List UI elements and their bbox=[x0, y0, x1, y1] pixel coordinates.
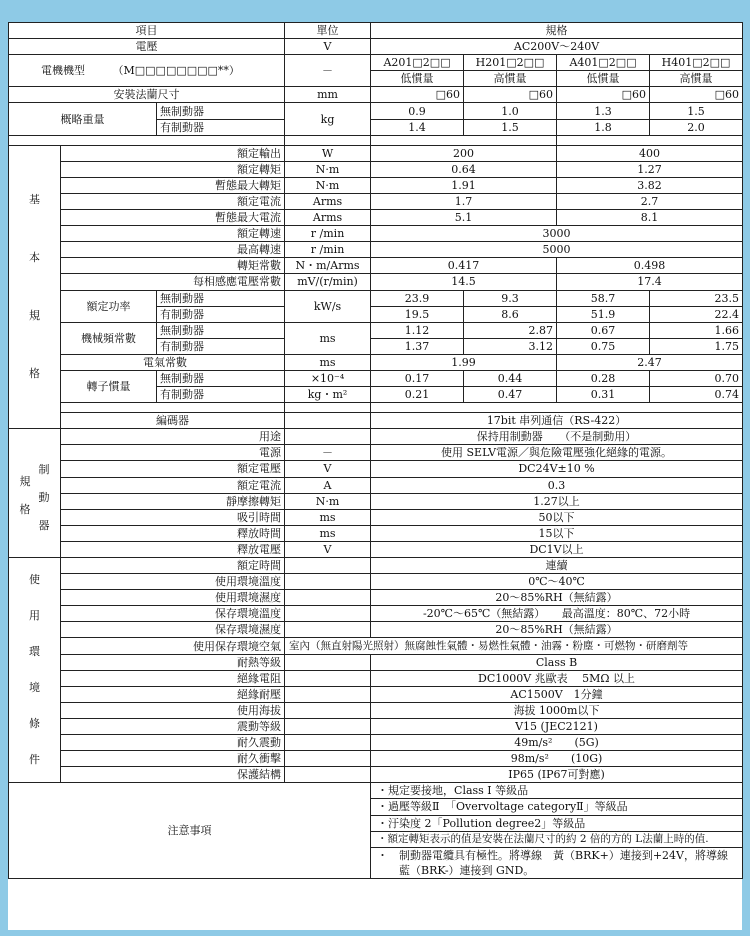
env-label: 絕緣電阻 bbox=[61, 670, 285, 686]
rated-power-2-4: 22.4 bbox=[650, 306, 743, 322]
header-item: 項目 bbox=[9, 23, 285, 39]
rated-current-v2: 2.7 bbox=[557, 193, 743, 209]
env-label: 使用環境濕度 bbox=[61, 590, 285, 606]
elec-const-v1: 1.99 bbox=[371, 354, 557, 370]
mech-const-1-1: 1.12 bbox=[371, 322, 464, 338]
weight-1-2: 1.0 bbox=[464, 103, 557, 119]
brake-rated-voltage-row bbox=[9, 461, 743, 477]
env-value: Class B bbox=[371, 654, 743, 670]
torque-const-row bbox=[9, 258, 743, 274]
env-value: 海拔 1000m以下 bbox=[371, 702, 743, 718]
env-row bbox=[9, 670, 743, 686]
env-value: 98m/s² (10G) bbox=[371, 751, 743, 767]
emf-const-unit: mV/(r/min) bbox=[285, 274, 371, 290]
mech-const-2-4: 1.75 bbox=[650, 338, 743, 354]
env-label: 保存環境溫度 bbox=[61, 606, 285, 622]
brake-rated-current-value: 0.3 bbox=[371, 477, 743, 493]
note-row bbox=[9, 783, 743, 799]
voltage-row bbox=[9, 39, 743, 55]
flange-value-2: □60 bbox=[464, 87, 557, 103]
model-type-2: 高慣量 bbox=[464, 71, 557, 87]
mech-const-2-1: 1.37 bbox=[371, 338, 464, 354]
brake-rated-current-row bbox=[9, 477, 743, 493]
header-spec: 規格 bbox=[371, 23, 743, 39]
env-row bbox=[9, 590, 743, 606]
rated-power-1-1: 23.9 bbox=[371, 290, 464, 306]
env-value: 20～85%RH（無結露） bbox=[371, 590, 743, 606]
env-row bbox=[9, 767, 743, 783]
model-type-4: 高慣量 bbox=[650, 71, 743, 87]
env-label: 震動等級 bbox=[61, 718, 285, 734]
env-label: 使用海拔 bbox=[61, 702, 285, 718]
max-current-label: 暫態最大電流 bbox=[61, 210, 285, 226]
brake-group-label: 規 格 制 動 器 bbox=[9, 429, 61, 558]
mech-const-unit: ms bbox=[285, 322, 371, 354]
rated-output-v2: 400 bbox=[557, 145, 743, 161]
inertia-label: 轉子慣量 bbox=[61, 370, 157, 402]
rated-speed-value: 3000 bbox=[371, 226, 743, 242]
max-speed-label: 最高轉速 bbox=[61, 242, 285, 258]
weight-1-3: 1.3 bbox=[557, 103, 650, 119]
elec-const-label: 電氣常數 bbox=[61, 354, 285, 370]
env-row bbox=[9, 686, 743, 702]
motor-model-unit: － bbox=[285, 55, 371, 87]
rated-power-sub-2: 有制動器 bbox=[157, 306, 285, 322]
brake-release-time-value: 15以下 bbox=[371, 525, 743, 541]
max-speed-value: 5000 bbox=[371, 242, 743, 258]
brake-usage-row bbox=[9, 429, 743, 445]
brake-usage-value: 保持用制動器 （不是制動用） bbox=[371, 429, 743, 445]
inertia-2-2: 0.47 bbox=[464, 387, 557, 403]
rated-current-label: 額定電流 bbox=[61, 193, 285, 209]
env-label: 耐久震動 bbox=[61, 735, 285, 751]
env-row bbox=[9, 735, 743, 751]
emf-const-row bbox=[9, 274, 743, 290]
max-current-unit: Arms bbox=[285, 210, 371, 226]
inertia-sub-1: 無制動器 bbox=[157, 370, 285, 386]
brake-release-time-unit: ms bbox=[285, 525, 371, 541]
rated-output-unit: W bbox=[285, 145, 371, 161]
env-value: 室內（無直射陽光照射）無腐蝕性氣體・易燃性氣體・油霧・粉塵・可燃物・研磨劑等 bbox=[285, 638, 743, 654]
env-value: AC1500V 1分鐘 bbox=[371, 686, 743, 702]
max-torque-unit: N·m bbox=[285, 177, 371, 193]
inertia-1-3: 0.28 bbox=[557, 370, 650, 386]
weight-sub-2: 有制動器 bbox=[157, 119, 285, 135]
rated-current-v1: 1.7 bbox=[371, 193, 557, 209]
env-label: 保存環境濕度 bbox=[61, 622, 285, 638]
note-item: ・ 制動器電纜具有極性。將導線 黃（BRK+）連接到+24V，將導線 bbox=[371, 847, 743, 863]
max-torque-row bbox=[9, 177, 743, 193]
motor-model-label: 電機機型 bbox=[41, 64, 85, 78]
brake-static-torque-row bbox=[9, 493, 743, 509]
max-current-row bbox=[9, 210, 743, 226]
spec-table bbox=[8, 22, 743, 879]
inertia-2-3: 0.31 bbox=[557, 387, 650, 403]
flange-label: 安裝法蘭尺寸 bbox=[9, 87, 285, 103]
rated-power-2-2: 8.6 bbox=[464, 306, 557, 322]
voltage-unit: V bbox=[285, 39, 371, 55]
weight-row-1 bbox=[9, 103, 743, 119]
env-value: IP65 (IP67可對應) bbox=[371, 767, 743, 783]
model-code-1: A201□2□□ bbox=[371, 55, 464, 71]
rated-power-1-4: 23.5 bbox=[650, 290, 743, 306]
weight-2-2: 1.5 bbox=[464, 119, 557, 135]
torque-const-v2: 0.498 bbox=[557, 258, 743, 274]
env-row bbox=[9, 751, 743, 767]
brake-release-time-label: 釋放時間 bbox=[61, 525, 285, 541]
inertia-sub-2: 有制動器 bbox=[157, 387, 285, 403]
env-row bbox=[9, 638, 743, 654]
inertia-2-1: 0.21 bbox=[371, 387, 464, 403]
env-value: V15 (JEC2121) bbox=[371, 718, 743, 734]
env-row bbox=[9, 574, 743, 590]
env-value: 0℃～40℃ bbox=[371, 574, 743, 590]
env-label: 額定時間 bbox=[61, 558, 285, 574]
elec-const-unit: ms bbox=[285, 354, 371, 370]
rated-torque-unit: N·m bbox=[285, 161, 371, 177]
brake-pull-time-row bbox=[9, 509, 743, 525]
flange-value-1: □60 bbox=[371, 87, 464, 103]
max-current-v2: 8.1 bbox=[557, 210, 743, 226]
max-speed-unit: r /min bbox=[285, 242, 371, 258]
env-label: 使用保存環境空氣 bbox=[61, 638, 285, 654]
rated-power-label: 額定功率 bbox=[61, 290, 157, 322]
rated-speed-unit: r /min bbox=[285, 226, 371, 242]
inertia-1-1: 0.17 bbox=[371, 370, 464, 386]
notes-label: 注意事項 bbox=[9, 783, 371, 879]
brake-power-unit: － bbox=[285, 445, 371, 461]
voltage-value: AC200V～240V bbox=[371, 39, 743, 55]
model-code-4: H401□2□□ bbox=[650, 55, 743, 71]
emf-const-v1: 14.5 bbox=[371, 274, 557, 290]
mech-const-label: 機械頻常數 bbox=[61, 322, 157, 354]
motor-model-cell bbox=[9, 55, 285, 87]
env-row bbox=[9, 558, 743, 574]
env-label: 保護結構 bbox=[61, 767, 285, 783]
env-row bbox=[9, 718, 743, 734]
env-row bbox=[9, 654, 743, 670]
model-type-1: 低慣量 bbox=[371, 71, 464, 87]
rated-torque-label: 額定轉矩 bbox=[61, 161, 285, 177]
gap-row-2 bbox=[9, 403, 743, 413]
weight-label: 概略重量 bbox=[9, 103, 157, 135]
flange-row bbox=[9, 87, 743, 103]
brake-pull-time-value: 50以下 bbox=[371, 509, 743, 525]
max-torque-label: 暫態最大轉矩 bbox=[61, 177, 285, 193]
rated-power-unit: kW/s bbox=[285, 290, 371, 322]
torque-const-label: 轉矩常數 bbox=[61, 258, 285, 274]
weight-2-1: 1.4 bbox=[371, 119, 464, 135]
model-type-3: 低慣量 bbox=[557, 71, 650, 87]
env-label: 使用環境溫度 bbox=[61, 574, 285, 590]
flange-value-4: □60 bbox=[650, 87, 743, 103]
mech-const-1-4: 1.66 bbox=[650, 322, 743, 338]
rated-output-v1: 200 bbox=[371, 145, 557, 161]
env-value: DC1000V 兆歐表 5MΩ 以上 bbox=[371, 670, 743, 686]
voltage-label: 電壓 bbox=[9, 39, 285, 55]
brake-rated-current-label: 額定電流 bbox=[61, 477, 285, 493]
weight-2-4: 2.0 bbox=[650, 119, 743, 135]
basic-group-label: 基 本 規 格 bbox=[9, 145, 61, 429]
inertia-1-4: 0.70 bbox=[650, 370, 743, 386]
note-item: ・汙染度 2「Pollution degree2」等級品 bbox=[371, 815, 743, 831]
rated-power-1-2: 9.3 bbox=[464, 290, 557, 306]
rated-power-1-3: 58.7 bbox=[557, 290, 650, 306]
note-item: 藍（BRK-）連接到 GND。 bbox=[371, 863, 743, 879]
brake-pull-time-unit: ms bbox=[285, 509, 371, 525]
brake-rated-current-unit: A bbox=[285, 477, 371, 493]
inertia-unit-2: kg・m² bbox=[285, 387, 371, 403]
env-value: 20～85%RH（無結露） bbox=[371, 622, 743, 638]
brake-static-torque-unit: N·m bbox=[285, 493, 371, 509]
model-code-2: H201□2□□ bbox=[464, 55, 557, 71]
env-label: 絕緣耐壓 bbox=[61, 686, 285, 702]
brake-rated-voltage-unit: V bbox=[285, 461, 371, 477]
rated-power-sub-1: 無制動器 bbox=[157, 290, 285, 306]
rated-speed-row bbox=[9, 226, 743, 242]
emf-const-label: 每相感應電壓常數 bbox=[61, 274, 285, 290]
rated-torque-v2: 1.27 bbox=[557, 161, 743, 177]
max-torque-v2: 3.82 bbox=[557, 177, 743, 193]
max-torque-v1: 1.91 bbox=[371, 177, 557, 193]
max-speed-row bbox=[9, 242, 743, 258]
weight-unit: kg bbox=[285, 103, 371, 135]
mech-const-1-2: 2.87 bbox=[464, 322, 557, 338]
rated-speed-label: 額定轉速 bbox=[61, 226, 285, 242]
header-unit: 單位 bbox=[285, 23, 371, 39]
brake-release-voltage-unit: V bbox=[285, 541, 371, 557]
inertia-row-1 bbox=[9, 370, 743, 386]
env-row bbox=[9, 622, 743, 638]
header-row bbox=[9, 23, 743, 39]
rated-torque-row bbox=[9, 161, 743, 177]
brake-power-row bbox=[9, 445, 743, 461]
env-value: 連續 bbox=[371, 558, 743, 574]
rated-power-row-1 bbox=[9, 290, 743, 306]
env-group-label: 使 用 環 境 條 件 bbox=[9, 558, 61, 783]
mech-const-2-3: 0.75 bbox=[557, 338, 650, 354]
elec-const-row bbox=[9, 354, 743, 370]
weight-sub-1: 無制動器 bbox=[157, 103, 285, 119]
inertia-1-2: 0.44 bbox=[464, 370, 557, 386]
inertia-unit-1: ×10⁻⁴ bbox=[285, 370, 371, 386]
brake-static-torque-value: 1.27以上 bbox=[371, 493, 743, 509]
brake-power-label: 電源 bbox=[61, 445, 285, 461]
rated-torque-v1: 0.64 bbox=[371, 161, 557, 177]
encoder-row bbox=[9, 413, 743, 429]
note-item: ・過壓等級Ⅱ 「Overvoltage categoryⅡ」等級品 bbox=[371, 799, 743, 815]
motor-model-row bbox=[9, 55, 743, 71]
mech-const-2-2: 3.12 bbox=[464, 338, 557, 354]
env-row bbox=[9, 606, 743, 622]
brake-release-time-row bbox=[9, 525, 743, 541]
torque-const-unit: N・m/Arms bbox=[285, 258, 371, 274]
rated-current-unit: Arms bbox=[285, 193, 371, 209]
env-row bbox=[9, 702, 743, 718]
flange-value-3: □60 bbox=[557, 87, 650, 103]
mech-const-row-1 bbox=[9, 322, 743, 338]
torque-const-v1: 0.417 bbox=[371, 258, 557, 274]
weight-1-1: 0.9 bbox=[371, 103, 464, 119]
env-label: 耐熱等級 bbox=[61, 654, 285, 670]
rated-current-row bbox=[9, 193, 743, 209]
emf-const-v2: 17.4 bbox=[557, 274, 743, 290]
encoder-value: 17bit 串列通信（RS-422） bbox=[371, 413, 743, 429]
mech-const-sub-1: 無制動器 bbox=[157, 322, 285, 338]
env-value: 49m/s² (5G) bbox=[371, 735, 743, 751]
mech-const-1-3: 0.67 bbox=[557, 322, 650, 338]
max-current-v1: 5.1 bbox=[371, 210, 557, 226]
rated-power-2-1: 19.5 bbox=[371, 306, 464, 322]
weight-2-3: 1.8 bbox=[557, 119, 650, 135]
encoder-label: 編碼器 bbox=[61, 413, 285, 429]
brake-rated-voltage-label: 額定電壓 bbox=[61, 461, 285, 477]
note-item: ・規定要接地，Class I 等級品 bbox=[371, 783, 743, 799]
rated-output-row bbox=[9, 145, 743, 161]
inertia-2-4: 0.74 bbox=[650, 387, 743, 403]
rated-output-label: 額定輸出 bbox=[61, 145, 285, 161]
env-value: -20℃～65℃（無結露） 最高溫度：80℃、72小時 bbox=[371, 606, 743, 622]
env-label: 耐久衝擊 bbox=[61, 751, 285, 767]
brake-pull-time-label: 吸引時間 bbox=[61, 509, 285, 525]
model-code-3: A401□2□□ bbox=[557, 55, 650, 71]
note-item: ・額定轉矩表示的值是安裝在法蘭尺寸的約 2 倍的方的 L法蘭上時的值. bbox=[371, 831, 743, 847]
motor-model-code: （M□□□□□□□□**） bbox=[112, 64, 240, 78]
mech-const-sub-2: 有制動器 bbox=[157, 338, 285, 354]
brake-power-value: 使用 SELV電源／與危險電壓強化絕緣的電源。 bbox=[371, 445, 743, 461]
brake-usage-label: 用途 bbox=[61, 429, 285, 445]
flange-unit: mm bbox=[285, 87, 371, 103]
brake-release-voltage-row bbox=[9, 541, 743, 557]
brake-release-voltage-value: DC1V以上 bbox=[371, 541, 743, 557]
gap-row bbox=[9, 135, 743, 145]
rated-power-2-3: 51.9 bbox=[557, 306, 650, 322]
brake-release-voltage-label: 釋放電壓 bbox=[61, 541, 285, 557]
weight-1-4: 1.5 bbox=[650, 103, 743, 119]
elec-const-v2: 2.47 bbox=[557, 354, 743, 370]
brake-static-torque-label: 靜摩擦轉矩 bbox=[61, 493, 285, 509]
brake-rated-voltage-value: DC24V±10 % bbox=[371, 461, 743, 477]
